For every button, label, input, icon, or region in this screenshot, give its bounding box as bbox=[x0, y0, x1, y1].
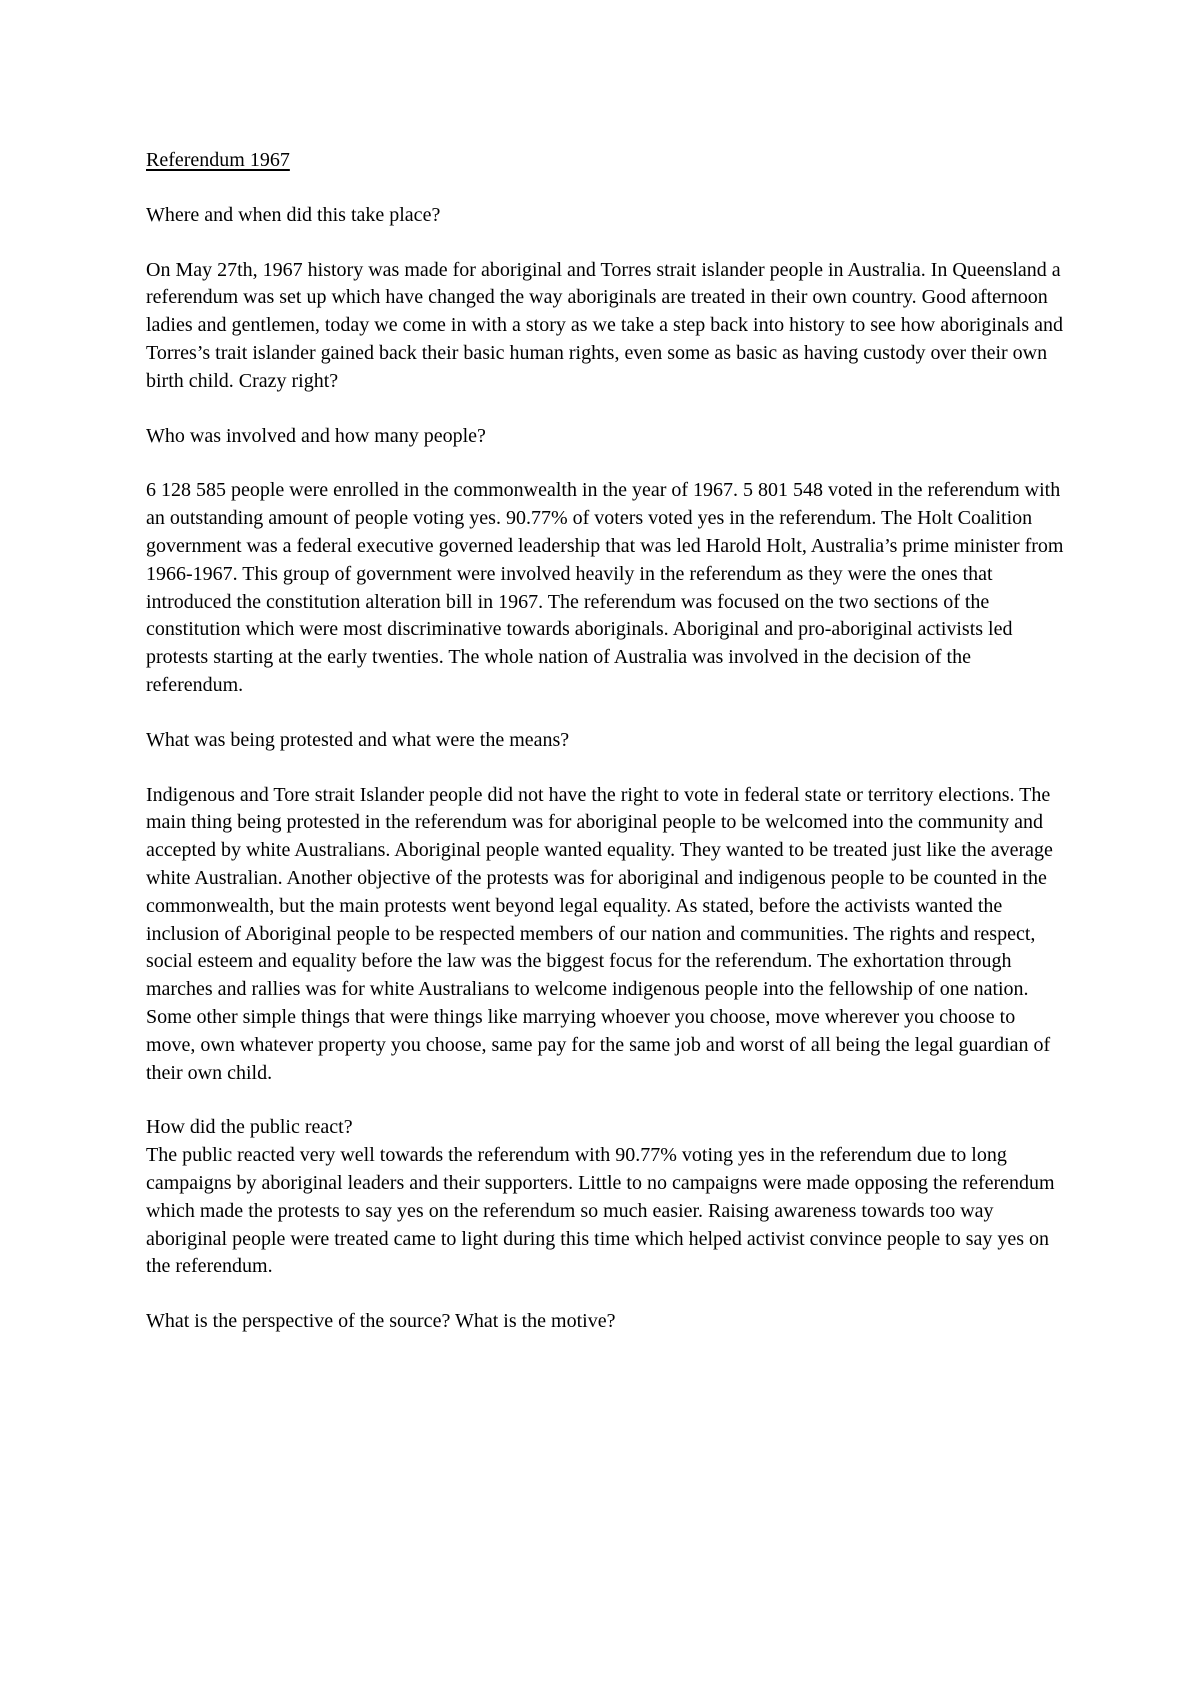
document-title: Referendum 1967 bbox=[146, 149, 290, 171]
question-perspective-motive: What is the perspective of the source? What is the motive? bbox=[146, 1310, 616, 1333]
question-where-when: Where and when did this take place? bbox=[146, 203, 441, 226]
question-public-react: How did the public react? bbox=[146, 1116, 353, 1139]
question-who-involved: Who was involved and how many people? bbox=[146, 424, 486, 447]
answer-what-protested: Indigenous and Tore strait Islander people did not have the right to vote in federal state or territory elections. The main thing being protested in the referendum was for aboriginal people to be welcomed into the community and accepted by white Australians. Aboriginal people wanted equality. They wanted to be treated just like the average white Australian. Another objective of the protests was for aboriginal and indigenous people to be counted in the commonwealth, but the main protests went beyond legal equality. As stated, before the activists wanted the inclusion of Aboriginal people to be respected members of our nation and communities. The rights and respect, social esteem and equality before the law was the biggest focus for the referendum. The exhortation through marches and rallies was for white Australians to welcome indigenous people into the fellowship of one nation. Some other simple things that were things like marrying whoever you choose, move wherever you choose to move, own whatever property you choose, same pay for the same job and worst of all being the legal guardian of their own child. bbox=[146, 783, 1053, 1084]
document-body bbox=[146, 147, 1066, 1363]
answer-public-react: The public reacted very well towards the referendum with 90.77% voting yes in the referendum due to long campaigns by aboriginal leaders and their supporters. Little to no campaigns were made opposing the referendum which made the protests to say yes on the referendum so much easier. Raising awareness towards too way aboriginal people were treated came to light during this time which helped activist convince people to say yes on the referendum. bbox=[146, 1144, 1055, 1278]
answer-who-involved: 6 128 585 people were enrolled in the commonwealth in the year of 1967. 5 801 548 voted in the referendum with an outstanding amount of people voting yes. 90.77% of voters voted yes in the referendum. The Holt Coalition government was a federal executive governed leadership that was led Harold Holt, Australia’s prime minister from 1966-1967. This group of government were involved heavily in the referendum as they were the ones that introduced the constitution alteration bill in 1967. The referendum was focused on the two sections of the constitution which were most discriminative towards aboriginals. Aboriginal and pro-aboriginal activists led protests starting at the early twenties. The whole nation of Australia was involved in the decision of the referendum. bbox=[146, 479, 1064, 696]
answer-where-when: On May 27th, 1967 history was made for aboriginal and Torres strait islander people in Australia. In Queensland a referendum was set up which have changed the way aboriginals are treated in their own country. Good afternoon ladies and gentlemen, today we come in with a story as we take a step back into history to see how aboriginals and Torres’s trait islander gained back their basic human rights, even some as basic as having custody over their own birth child. Crazy right? bbox=[146, 258, 1063, 392]
question-what-protested: What was being protested and what were the means? bbox=[146, 728, 570, 751]
